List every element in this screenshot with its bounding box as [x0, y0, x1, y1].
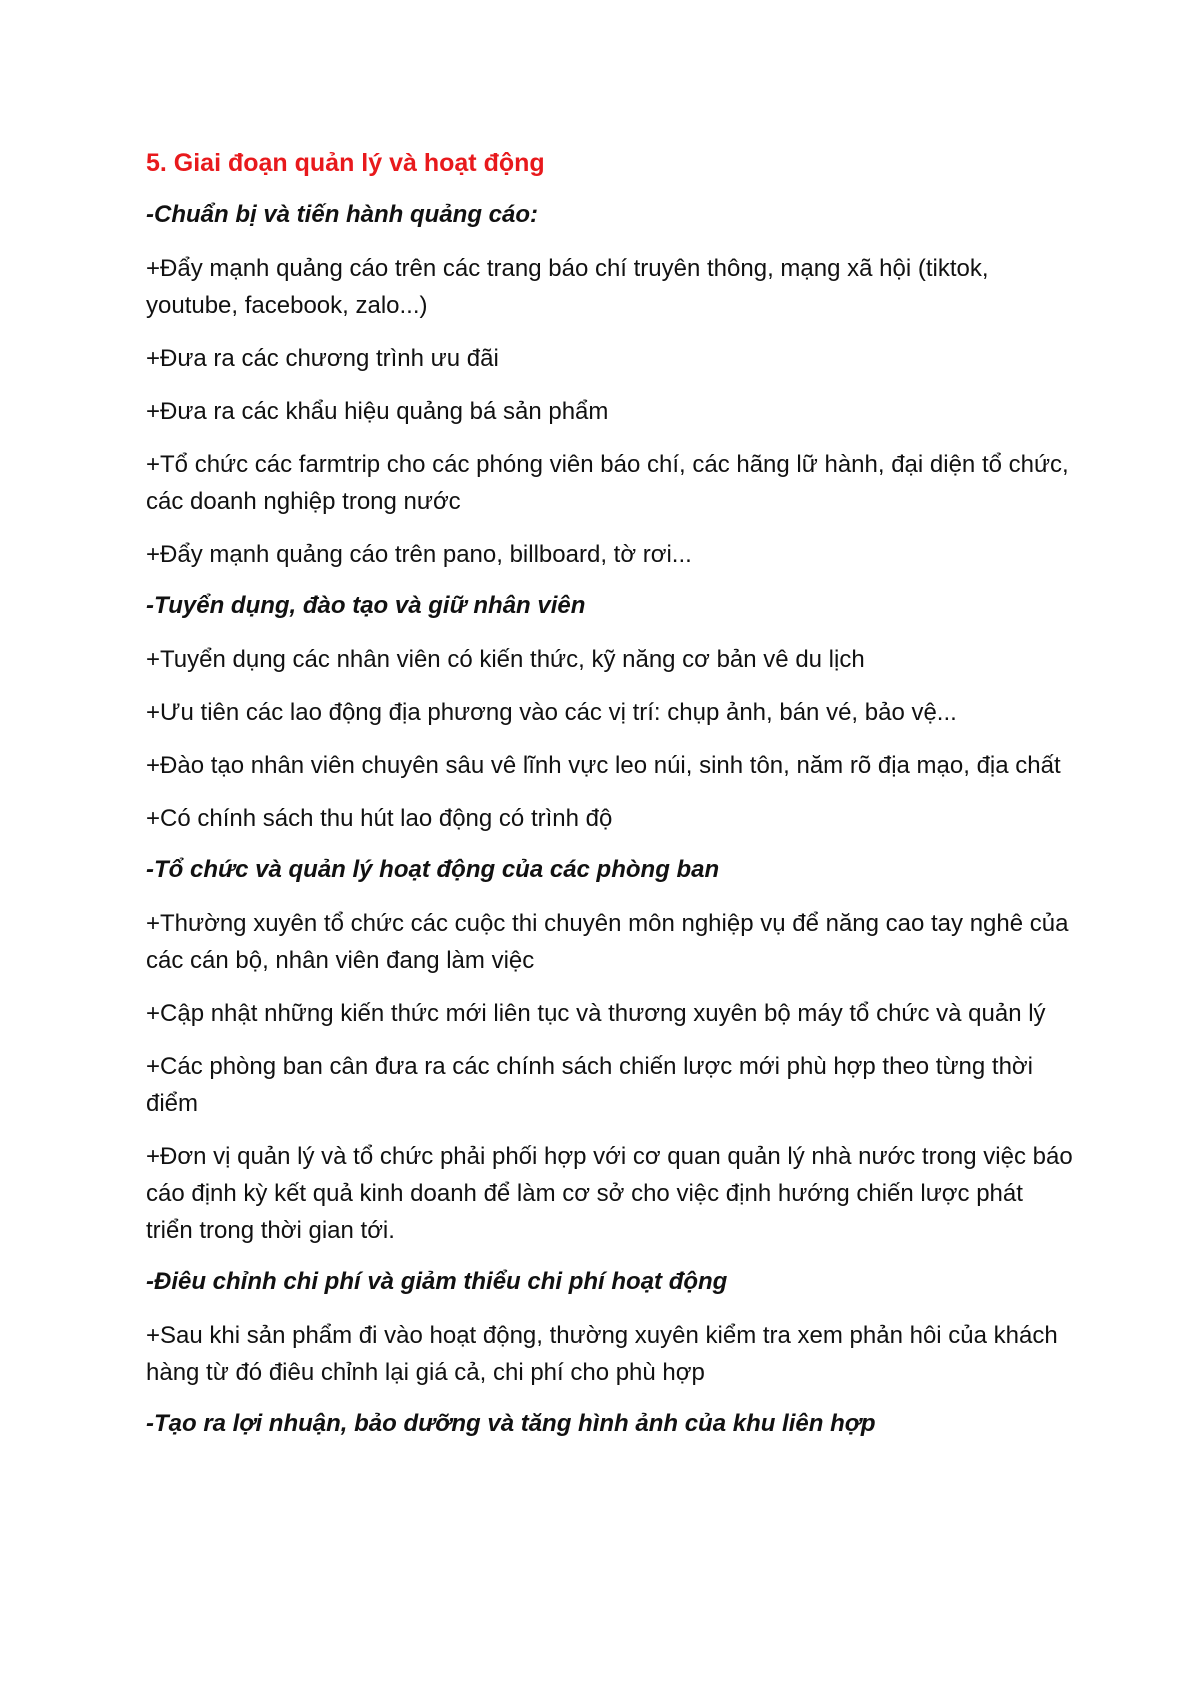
paragraph: +Có chính sách thu hút lao động có trình độ: [146, 805, 613, 832]
paragraph: +Đào tạo nhân viên chuyên sâu vê lĩnh vực leo núi, sinh tôn, năm rõ địa mạo, địa chất: [146, 752, 1061, 779]
paragraph: +Ưu tiên các lao động địa phương vào các vị trí: chụp ảnh, bán vé, bảo vệ...: [146, 699, 957, 726]
section-title-departments: -Tổ chức và quản lý hoạt động của các phòng ban: [146, 856, 720, 883]
section-title-recruitment: -Tuyển dụng, đào tạo và giữ nhân viên: [146, 592, 586, 619]
paragraph: +Đẩy mạnh quảng cáo trên pano, billboard, tờ rơi...: [146, 541, 692, 568]
paragraph: +Đẩy mạnh quảng cáo trên các trang báo chí truyên thông, mạng xã hội (tiktok, youtube, facebook, zalo...): [146, 255, 989, 319]
section-title-profit: -Tạo ra lợi nhuận, bảo dưỡng và tăng hình ảnh của khu liên hợp: [146, 1410, 876, 1437]
section-title-advertising: -Chuẩn bị và tiến hành quảng cáo:: [146, 201, 539, 228]
document-heading: 5. Giai đoạn quản lý và hoạt động: [146, 149, 545, 177]
paragraph: +Các phòng ban cân đưa ra các chính sách chiến lược mới phù hợp theo từng thời điểm: [146, 1053, 1033, 1117]
paragraph: +Sau khi sản phẩm đi vào hoạt động, thường xuyên kiểm tra xem phản hôi của khách hàng từ đó điêu chỉnh lại giá cả, chi phí cho phù hợp: [146, 1322, 1058, 1386]
paragraph: +Cập nhật những kiến thức mới liên tục và thương xuyên bộ máy tổ chức và quản lý: [146, 1000, 1046, 1027]
paragraph: +Thường xuyên tổ chức các cuộc thi chuyên môn nghiệp vụ để năng cao tay nghê của các cán bộ, nhân viên đang làm việc: [146, 910, 1069, 974]
paragraph: +Tổ chức các farmtrip cho các phóng viên báo chí, các hãng lữ hành, đại diện tổ chức, các doanh nghiệp trong nước: [146, 451, 1069, 515]
document-page: [146, 146, 1076, 1459]
paragraph: +Đưa ra các chương trình ưu đãi: [146, 345, 499, 372]
paragraph: +Đơn vị quản lý và tổ chức phải phối hợp với cơ quan quản lý nhà nước trong việc báo cáo định kỳ kết quả kinh doanh để làm cơ sở cho việc định hướng chiến lược phát triển trong thời gian tới.: [146, 1143, 1073, 1244]
paragraph: +Tuyển dụng các nhân viên có kiến thức, kỹ năng cơ bản vê du lịch: [146, 646, 865, 673]
paragraph: +Đưa ra các khẩu hiệu quảng bá sản phẩm: [146, 398, 609, 425]
section-title-costs: -Điêu chỉnh chi phí và giảm thiểu chi phí hoạt động: [146, 1268, 728, 1295]
